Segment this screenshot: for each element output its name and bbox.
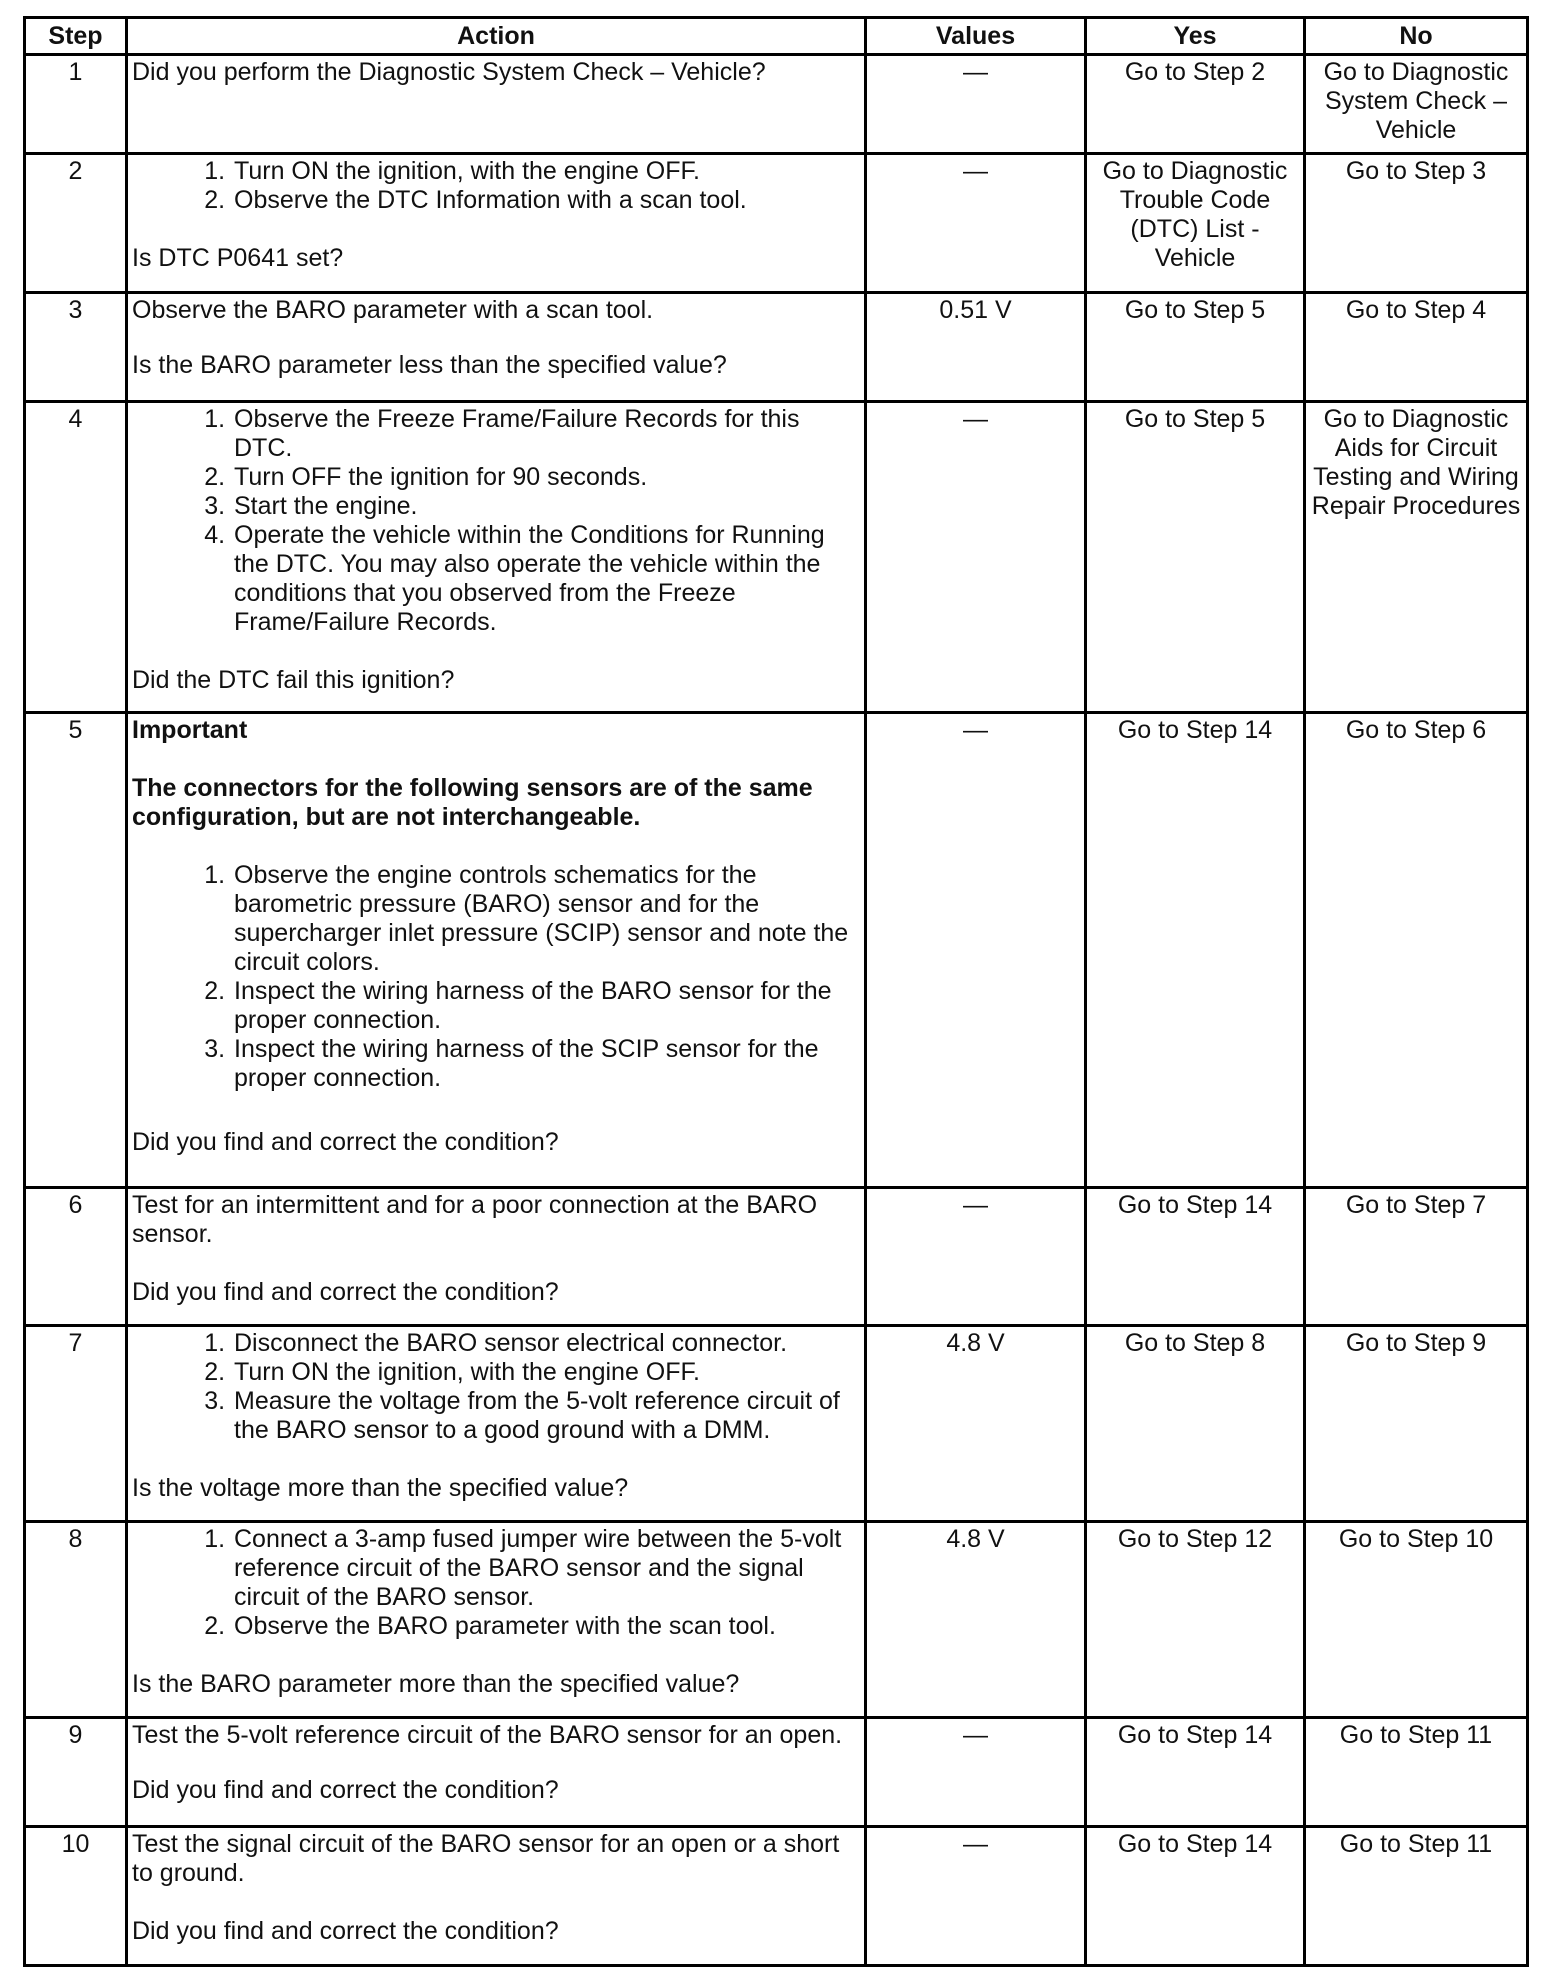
important-note: The connectors for the following sensors are of the same configuration, but are not interchangeable. <box>132 774 813 831</box>
table-row <box>25 55 1528 154</box>
value-cell: — <box>866 154 1086 293</box>
table-row <box>25 713 1528 1188</box>
action-steps <box>132 405 860 637</box>
table-row <box>25 154 1528 293</box>
no-cell: Go to Step 3 <box>1305 154 1528 293</box>
no-cell: Go to Step 9 <box>1305 1326 1528 1522</box>
action-step-item: 2. Turn ON the ignition, with the engine OFF. <box>232 1358 860 1387</box>
value-cell: — <box>866 1718 1086 1827</box>
no-cell: Go to Step 10 <box>1305 1522 1528 1718</box>
yes-cell: Go to Diagnostic Trouble Code (DTC) List - Vehicle <box>1086 154 1305 293</box>
step-number: 5 <box>25 713 127 1188</box>
action-step-item: 1. Connect a 3-amp fused jumper wire between the 5-volt reference circuit of the BARO sensor and the signal circuit of the BARO sensor. <box>232 1525 860 1612</box>
action-cell <box>127 713 866 1188</box>
action-cell <box>127 1522 866 1718</box>
value-cell: 0.51 V <box>866 293 1086 402</box>
action-steps <box>132 1329 860 1445</box>
yes-cell: Go to Step 5 <box>1086 293 1305 402</box>
action-step-item: 3. Inspect the wiring harness of the SCIP sensor for the proper connection. <box>232 1035 860 1093</box>
diagnostic-table <box>23 16 1529 1967</box>
action-step-item: 2. Observe the DTC Information with a scan tool. <box>232 186 860 215</box>
header-no: No <box>1305 18 1528 55</box>
table-row <box>25 1326 1528 1522</box>
yes-cell: Go to Step 12 <box>1086 1522 1305 1718</box>
no-cell: Go to Step 6 <box>1305 713 1528 1188</box>
header-row <box>25 18 1528 55</box>
no-cell: Go to Step 11 <box>1305 1827 1528 1966</box>
step-number: 10 <box>25 1827 127 1966</box>
yes-cell: Go to Step 14 <box>1086 1827 1305 1966</box>
table-row <box>25 402 1528 713</box>
value-cell: 4.8 V <box>866 1326 1086 1522</box>
header-action: Action <box>127 18 866 55</box>
action-intro: Test the 5-volt reference circuit of the BARO sensor for an open. <box>132 1721 843 1749</box>
action-step-item: 1. Disconnect the BARO sensor electrical connector. <box>232 1329 860 1358</box>
action-question: Is the BARO parameter more than the specified value? <box>132 1670 740 1698</box>
important-label: Important <box>132 716 248 744</box>
action-cell <box>127 1188 866 1326</box>
yes-cell: Go to Step 14 <box>1086 1718 1305 1827</box>
action-steps <box>132 861 860 1093</box>
step-number: 1 <box>25 55 127 154</box>
table-row <box>25 1827 1528 1966</box>
yes-cell: Go to Step 5 <box>1086 402 1305 713</box>
yes-cell: Go to Step 14 <box>1086 1188 1305 1326</box>
value-cell: — <box>866 1827 1086 1966</box>
action-question: Is the voltage more than the specified value? <box>132 1474 629 1502</box>
action-step-item: 2. Turn OFF the ignition for 90 seconds. <box>232 463 860 492</box>
action-cell <box>127 1718 866 1827</box>
action-cell <box>127 1827 866 1966</box>
action-cell <box>127 293 866 402</box>
yes-cell: Go to Step 8 <box>1086 1326 1305 1522</box>
no-cell: Go to Step 4 <box>1305 293 1528 402</box>
action-step-item: 4. Operate the vehicle within the Conditions for Running the DTC. You may also operate the vehicle within the conditions that you observed from the Freeze Frame/Failure Records. <box>232 521 860 637</box>
header-step: Step <box>25 18 127 55</box>
no-cell: Go to Diagnostic Aids for Circuit Testing and Wiring Repair Procedures <box>1305 402 1528 713</box>
value-cell: — <box>866 1188 1086 1326</box>
action-step-item: 2. Observe the BARO parameter with the scan tool. <box>232 1612 860 1641</box>
action-cell <box>127 55 866 154</box>
action-step-item: 1. Turn ON the ignition, with the engine OFF. <box>232 157 860 186</box>
action-question: Is the BARO parameter less than the specified value? <box>132 351 727 379</box>
action-question: Is DTC P0641 set? <box>132 244 344 272</box>
action-question: Did you find and correct the condition? <box>132 1128 559 1156</box>
value-cell: — <box>866 55 1086 154</box>
yes-cell: Go to Step 14 <box>1086 713 1305 1188</box>
action-step-item: 1. Observe the engine controls schematics for the barometric pressure (BARO) sensor and for the supercharger inlet pressure (SCIP) sensor and note the circuit colors. <box>232 861 860 977</box>
table-row <box>25 293 1528 402</box>
action-step-item: 1. Observe the Freeze Frame/Failure Records for this DTC. <box>232 405 860 463</box>
table-row <box>25 1718 1528 1827</box>
value-cell: — <box>866 713 1086 1188</box>
yes-cell: Go to Step 2 <box>1086 55 1305 154</box>
action-cell <box>127 154 866 293</box>
step-number: 9 <box>25 1718 127 1827</box>
step-number: 7 <box>25 1326 127 1522</box>
header-yes: Yes <box>1086 18 1305 55</box>
action-step-item: 3. Start the engine. <box>232 492 860 521</box>
action-intro: Test the signal circuit of the BARO sensor for an open or a short to ground. <box>132 1830 840 1887</box>
action-step-item: 3. Measure the voltage from the 5-volt reference circuit of the BARO sensor to a good ground with a DMM. <box>232 1387 860 1445</box>
no-cell: Go to Diagnostic System Check – Vehicle <box>1305 55 1528 154</box>
action-step-item: 2. Inspect the wiring harness of the BARO sensor for the proper connection. <box>232 977 860 1035</box>
action-intro: Test for an intermittent and for a poor connection at the BARO sensor. <box>132 1191 818 1248</box>
action-intro: Did you perform the Diagnostic System Check – Vehicle? <box>132 58 766 86</box>
table-row <box>25 1188 1528 1326</box>
table-row <box>25 1522 1528 1718</box>
step-number: 3 <box>25 293 127 402</box>
step-number: 4 <box>25 402 127 713</box>
step-number: 2 <box>25 154 127 293</box>
value-cell: — <box>866 402 1086 713</box>
action-question: Did you find and correct the condition? <box>132 1776 559 1804</box>
step-number: 6 <box>25 1188 127 1326</box>
action-question: Did you find and correct the condition? <box>132 1278 559 1306</box>
action-question: Did you find and correct the condition? <box>132 1917 559 1945</box>
action-cell <box>127 1326 866 1522</box>
action-steps <box>132 1525 860 1641</box>
no-cell: Go to Step 11 <box>1305 1718 1528 1827</box>
value-cell: 4.8 V <box>866 1522 1086 1718</box>
step-number: 8 <box>25 1522 127 1718</box>
action-question: Did the DTC fail this ignition? <box>132 666 455 694</box>
no-cell: Go to Step 7 <box>1305 1188 1528 1326</box>
action-steps <box>132 157 860 215</box>
action-intro: Observe the BARO parameter with a scan tool. <box>132 296 654 324</box>
header-values: Values <box>866 18 1086 55</box>
action-cell <box>127 402 866 713</box>
